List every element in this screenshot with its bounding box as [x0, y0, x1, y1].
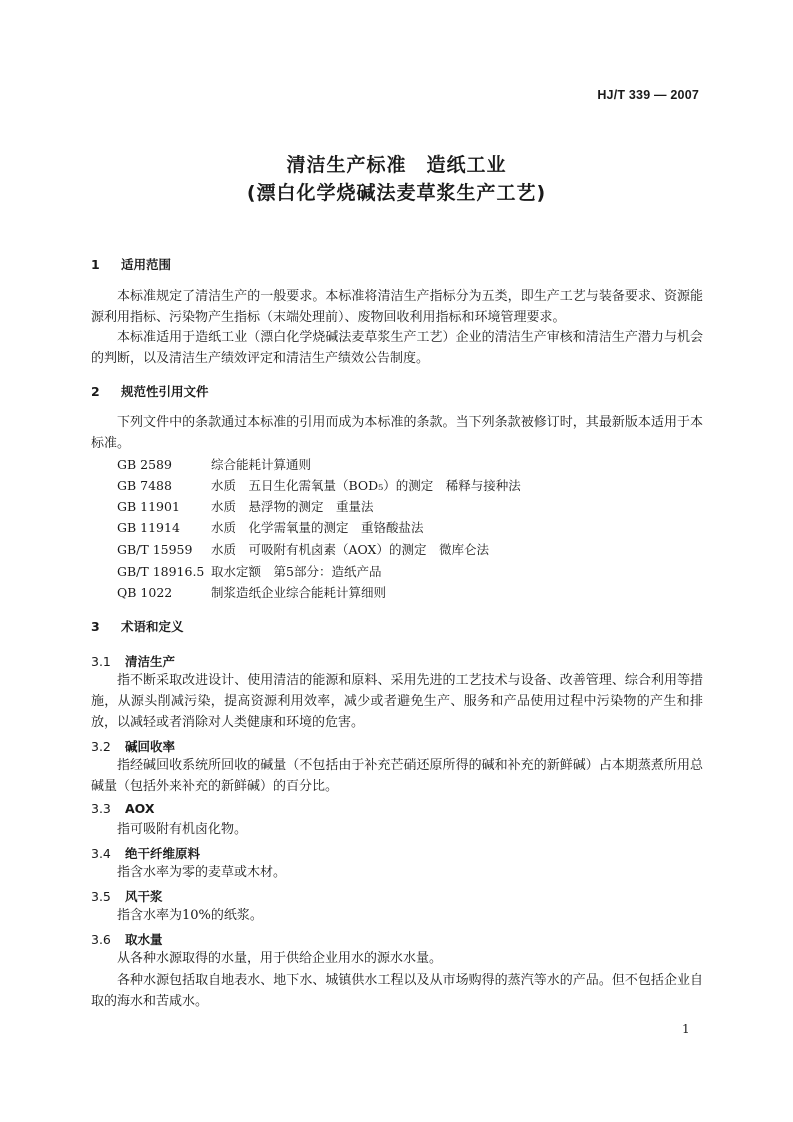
- term-heading: [91, 930, 163, 948]
- reference-item: [117, 540, 489, 560]
- paragraph: 本标准规定了清洁生产的一般要求。本标准将清洁生产指标分为五类，即生产工艺与装备要求、资源能源利用指标、污染物产生指标（末端处理前）、废物回收利用指标和环境管理要求。: [91, 289, 703, 325]
- term-title: 风干浆: [125, 889, 163, 904]
- term-number: 3.3: [91, 801, 111, 816]
- term-heading: [91, 844, 200, 862]
- term-title: 绝干纤维原料: [125, 846, 201, 861]
- section-title: 适用范围: [121, 257, 172, 272]
- term-title: 清洁生产: [125, 654, 176, 669]
- term-definition: 指经碱回收系统所回收的碱量（不包括由于补充芒硝还原所得的碱和补充的新鲜碱）占本期蒸煮所用总碱量（包括外来补充的新鲜碱）的百分比。: [91, 758, 703, 794]
- term-number: 3.5: [91, 889, 111, 904]
- term-definition: 从各种水源取得的水量，用于供给企业用水的源水水量。: [117, 951, 443, 966]
- reference-code: GB 7488: [117, 478, 172, 493]
- term-number: 3.1: [91, 654, 111, 669]
- reference-code: GB/T 18916.5: [117, 564, 205, 579]
- term-number: 3.4: [91, 846, 111, 861]
- term-number: 3.2: [91, 739, 111, 754]
- reference-title: 水质 五日生化需氧量（BOD₅）的测定 稀释与接种法: [211, 478, 521, 493]
- term-title: 碱回收率: [125, 739, 176, 754]
- term-definition: 指不断采取改进设计、使用清洁的能源和原料、采用先进的工艺技术与设备、改善管理、综合利用等措施，从源头削减污染，提高资源利用效率，减少或者避免生产、服务和产品使用过程中污染物的产生和排放，以减轻或者消除对人类健康和环境的危害。: [91, 673, 703, 730]
- section-number: 1: [91, 257, 100, 272]
- reference-title: 水质 化学需氧量的测定 重铬酸盐法: [211, 520, 424, 535]
- page-number: 1: [682, 1022, 690, 1036]
- term-definition-continued: 各种水源包括取自地表水、地下水、城镇供水工程以及从市场购得的蒸汽等水的产品。但不包括企业自取的海水和苦咸水。: [91, 973, 703, 1009]
- term-heading: [91, 737, 175, 755]
- reference-code: GB/T 15959: [117, 542, 193, 557]
- reference-item: [117, 518, 424, 538]
- reference-title: 水质 可吸附有机卤素（AOX）的测定 微库仑法: [211, 542, 489, 557]
- paragraph: 下列文件中的条款通过本标准的引用而成为本标准的条款。当下列条款被修订时，其最新版本适用于本标准。: [91, 415, 703, 451]
- reference-item: [117, 583, 386, 603]
- term-heading: [91, 801, 155, 816]
- term-definition: 指可吸附有机卤化物。: [117, 822, 248, 837]
- reference-title: 制浆造纸企业综合能耗计算细则: [211, 585, 387, 600]
- section-heading: [91, 382, 209, 400]
- reference-code: QB 1022: [117, 585, 173, 600]
- term-definition: 指含水率为零的麦草或木材。: [117, 865, 287, 880]
- paragraph: 本标准适用于造纸工业（漂白化学烧碱法麦草浆生产工艺）企业的清洁生产审核和清洁生产潜力与机会的判断，以及清洁生产绩效评定和清洁生产绩效公告制度。: [91, 330, 703, 366]
- term-title: 取水量: [125, 932, 163, 947]
- standard-code: HJ/T 339 — 2007: [597, 88, 699, 102]
- reference-title: 水质 悬浮物的测定 重量法: [211, 499, 374, 514]
- section-heading: [91, 255, 171, 273]
- term-heading: [91, 887, 163, 905]
- reference-item: [117, 562, 381, 582]
- reference-item: [117, 455, 311, 475]
- reference-item: [117, 497, 374, 517]
- reference-title: 综合能耗计算通则: [211, 457, 312, 472]
- section-number: 2: [91, 384, 100, 399]
- reference-item: [117, 476, 521, 496]
- term-definition: 指含水率为10%的纸浆。: [117, 908, 263, 923]
- section-title: 规范性引用文件: [121, 384, 209, 399]
- section-heading: [91, 617, 184, 635]
- section-title: 术语和定义: [121, 619, 184, 634]
- reference-title: 取水定额 第5部分：造纸产品: [211, 564, 382, 579]
- term-number: 3.6: [91, 932, 111, 947]
- term-title: AOX: [125, 801, 155, 816]
- document-subtitle: (漂白化学烧碱法麦草浆生产工艺): [246, 182, 547, 204]
- reference-code: GB 11914: [117, 520, 180, 535]
- document-title: 清洁生产标准 造纸工业: [286, 154, 507, 176]
- reference-code: GB 11901: [117, 499, 180, 514]
- reference-code: GB 2589: [117, 457, 172, 472]
- term-heading: [91, 652, 175, 670]
- section-number: 3: [91, 619, 100, 634]
